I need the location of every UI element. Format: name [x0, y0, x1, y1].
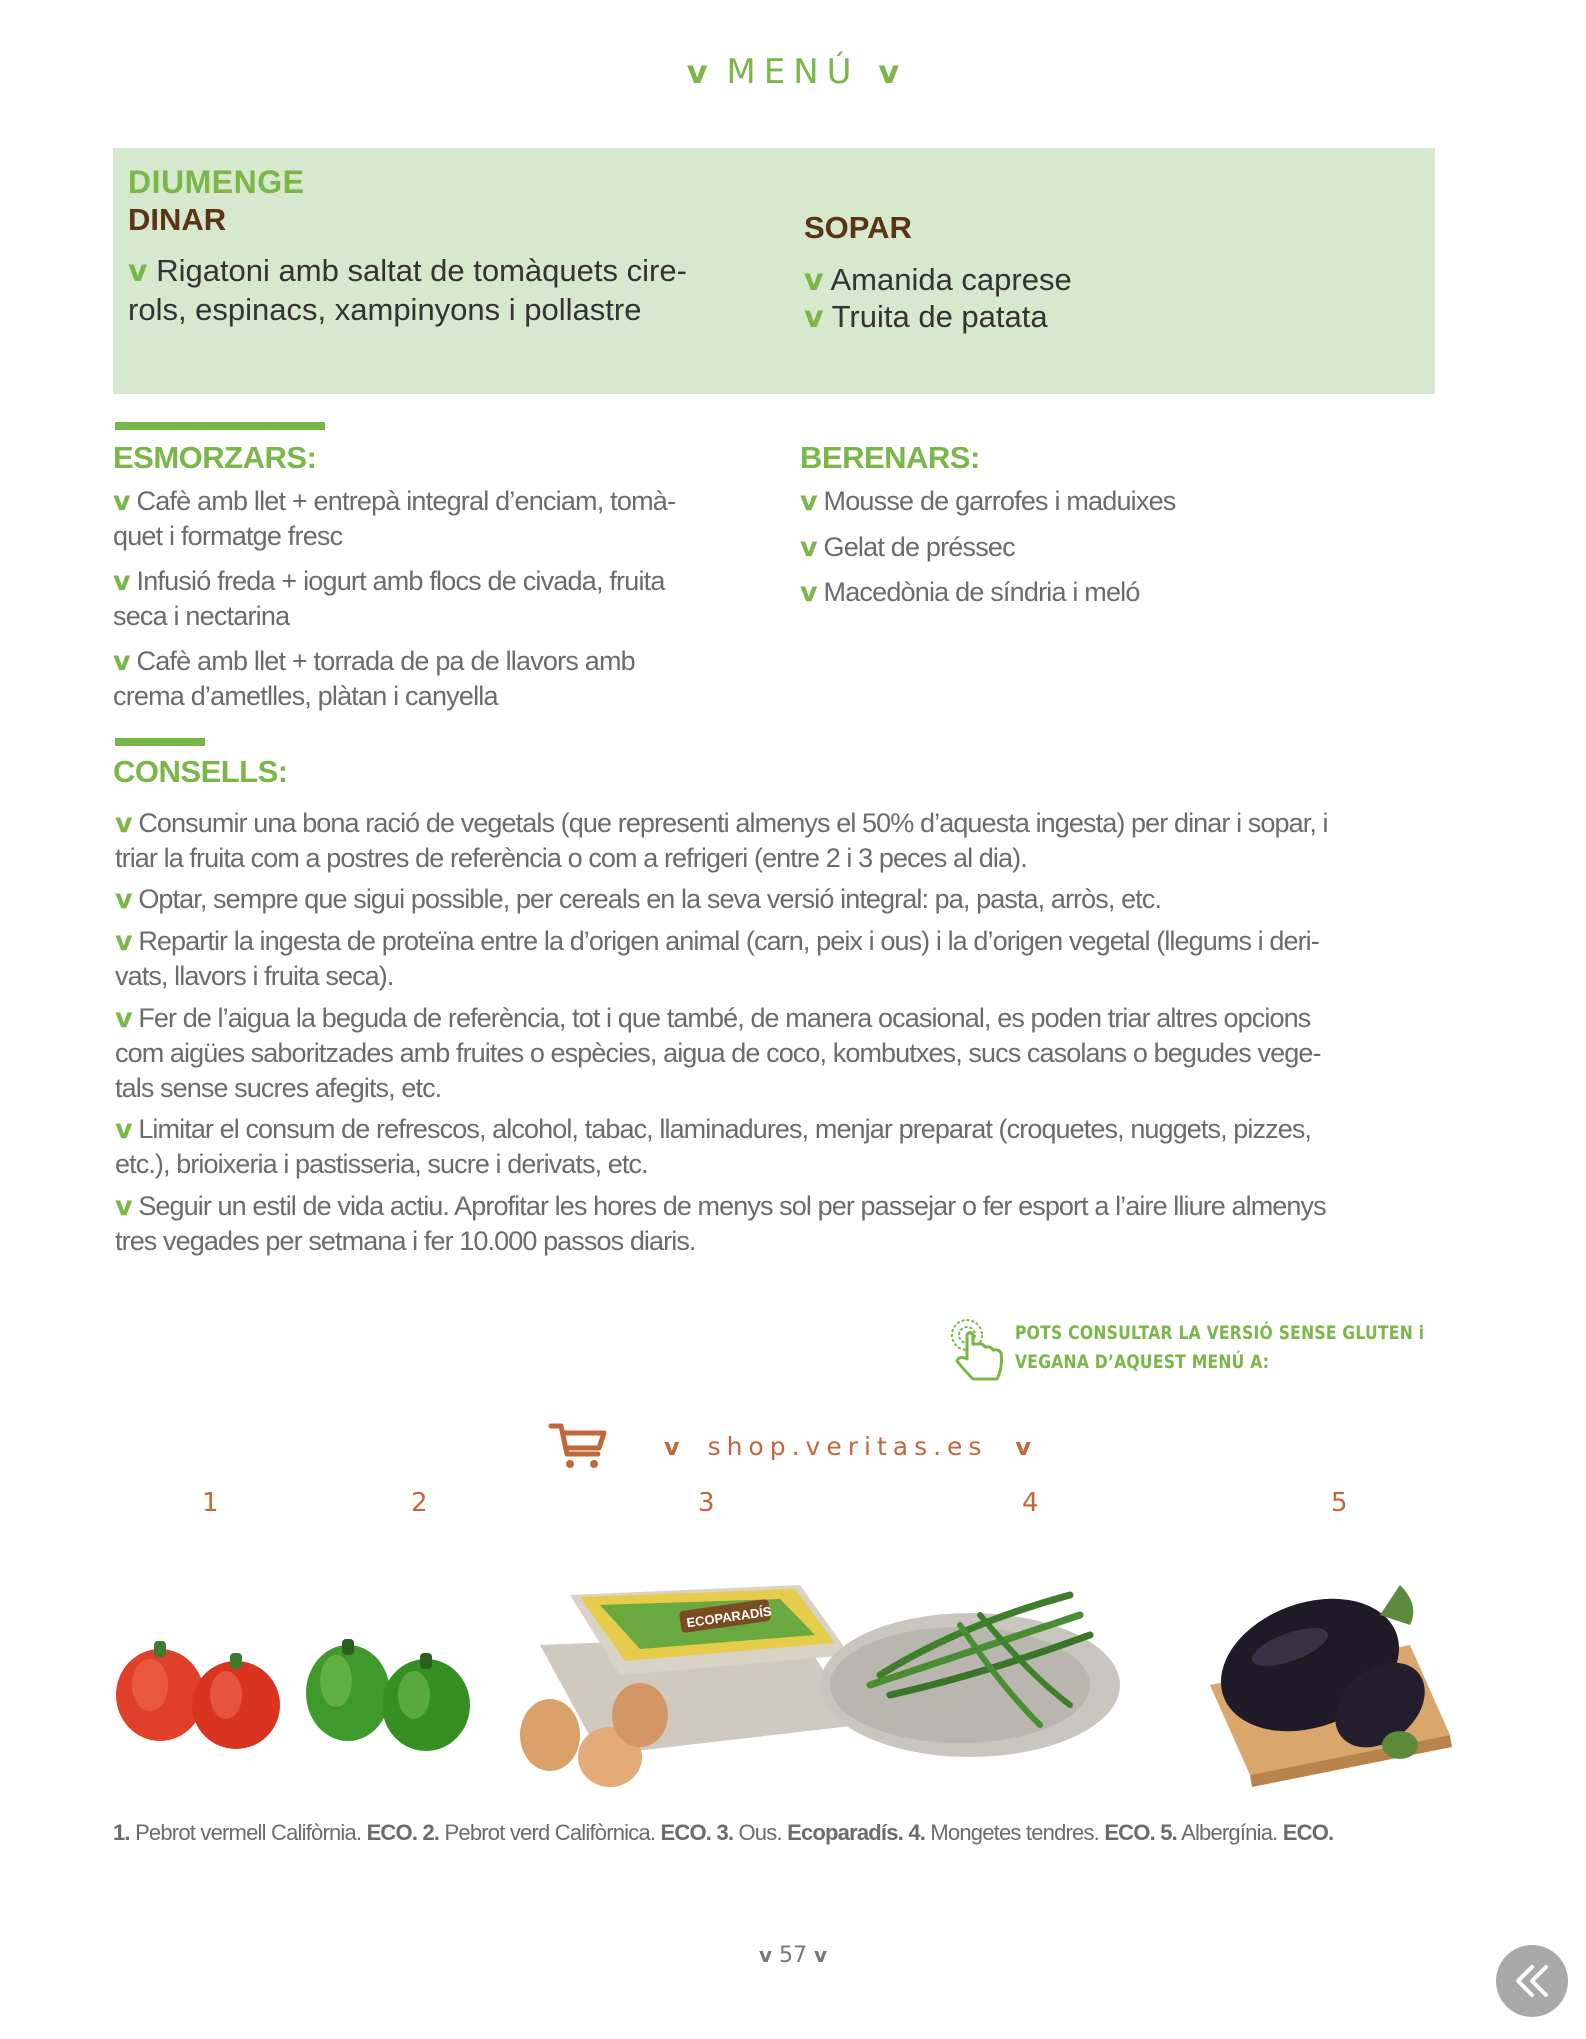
product-number: 1 [202, 1488, 219, 1518]
snack-item: v Macedònia de síndria i meló [800, 577, 1140, 608]
v-bullet-icon: v [115, 926, 132, 957]
section-divider [115, 738, 205, 746]
v-bullet-icon: v [115, 884, 132, 915]
product-number: 3 [698, 1488, 715, 1518]
day-title: DIUMENGE [128, 164, 305, 200]
page-title: MENÚ [726, 52, 860, 92]
v-mark-icon: v [758, 1943, 772, 1967]
green-pepper-image [306, 1639, 470, 1751]
gluten-note-text: POTS CONSULTAR LA VERSIÓ SENSE GLUTEN i VEGANA D’AQUEST MENÚ A: [1015, 1322, 1425, 1373]
green-beans-image [820, 1595, 1120, 1757]
v-bullet-icon: v [115, 808, 132, 839]
back-button[interactable] [1496, 1945, 1568, 2017]
section-divider [115, 422, 325, 430]
shopping-cart-icon[interactable] [548, 1420, 608, 1472]
v-bullet-icon: v [115, 1003, 132, 1034]
page-header [0, 52, 1586, 92]
v-bullet-icon: v [115, 1114, 132, 1145]
eggplant-image [1202, 1575, 1452, 1787]
snack-item: v Mousse de garrofes i maduixes [800, 486, 1176, 517]
breakfast-item: v Infusió freda + iogurt amb flocs de civada, fruita seca i nectarina [113, 566, 665, 631]
double-chevron-left-icon [1496, 1945, 1568, 2017]
v-bullet-icon: v [800, 532, 817, 563]
dinner-item: v Amanida caprese [804, 262, 1072, 298]
egg-carton-image [520, 1585, 860, 1787]
tap-hand-icon [945, 1315, 1009, 1387]
product-number: 5 [1331, 1488, 1348, 1518]
tip-item: v Consumir una bona ració de vegetals (que representi almenys el 50% d’aquesta ingesta) per dinar i sopar, i triar la fruita com a postres de referència o com a refrigeri (entre 2 i 3 peces al dia). [115, 808, 1328, 873]
breakfast-item: v Cafè amb llet + entrepà integral d’enciam, tomà- quet i formatge fresc [113, 486, 676, 551]
v-bullet-icon: v [804, 300, 824, 335]
v-mark-icon: v [814, 1943, 828, 1967]
v-bullet-icon: v [128, 254, 148, 289]
breakfasts-title: ESMORZARS: [113, 440, 317, 475]
lunch-title: DINAR [128, 202, 227, 237]
breakfast-item: v Cafè amb llet + torrada de pa de llavors amb crema d’ametlles, plàtan i canyella [113, 646, 635, 711]
v-mark-icon: v [1015, 1433, 1032, 1461]
tip-item: v Optar, sempre que sigui possible, per cereals en la seva versió integral: pa, pasta, arròs, etc. [115, 884, 1161, 915]
v-bullet-icon: v [804, 263, 824, 298]
day-menu-box [113, 148, 1435, 394]
v-bullet-icon: v [800, 486, 817, 517]
tip-item: v Seguir un estil de vida actiu. Aprofitar les hores de menys sol per passejar o fer esport a l’aire lliure almenys tres vegades per setmana i fer 10.000 passos diaris. [115, 1191, 1326, 1256]
snacks-title: BERENARS: [800, 440, 980, 475]
tip-item: v Fer de l’aigua la beguda de referència, tot i que també, de manera ocasional, es poden triar altres opcions com aigües saboritzades amb fruites o espècies, aigua de coco, kombutxes, sucs casolans o begudes vege- tals sense sucres afegits, etc. [115, 1003, 1321, 1103]
v-mark-icon: v [664, 1433, 680, 1461]
v-bullet-icon: v [113, 646, 130, 677]
shop-link-row [0, 1420, 1586, 1480]
lunch-item: v Rigatoni amb saltat de tomàquets cire- rols, espinacs, xampinyons i pollastre [128, 253, 687, 327]
product-number: 4 [1022, 1488, 1039, 1518]
product-number: 2 [411, 1488, 428, 1518]
products-photo [80, 1535, 1480, 1795]
shop-link[interactable]: v shop.veritas.es v [664, 1432, 1032, 1461]
red-pepper-image [116, 1641, 280, 1749]
snack-item: v Gelat de préssec [800, 532, 1015, 563]
dinner-item: v Truita de patata [804, 299, 1048, 335]
products-caption: 1. Pebrot vermell Califòrnia. ECO. 2. Pebrot verd Califòrnica. ECO. 3. Ous. Ecoparadís. 4. Mongetes tendres. ECO. 5. Albergínia. ECO. [113, 1820, 1334, 1845]
v-mark-icon: v [878, 53, 900, 91]
tips-title: CONSELLS: [113, 754, 288, 789]
v-bullet-icon: v [115, 1191, 132, 1222]
tip-item: v Limitar el consum de refrescos, alcohol, tabac, llaminadures, menjar preparat (croquetes, nuggets, pizzes, etc.), brioixeria i pastisseria, sucre i derivats, etc. [115, 1114, 1312, 1179]
v-bullet-icon: v [800, 577, 817, 608]
v-bullet-icon: v [113, 486, 130, 517]
page-number: v 57 v [758, 1943, 828, 1968]
v-bullet-icon: v [113, 566, 130, 597]
dinner-title: SOPAR [804, 210, 912, 245]
tip-item: v Repartir la ingesta de proteïna entre la d’origen animal (carn, peix i ous) i la d’origen vegetal (llegums i deri- vats, llavors i fruita seca). [115, 926, 1319, 991]
v-mark-icon: v [686, 53, 708, 91]
egg-box-label: ECOPARADÍS [685, 1603, 773, 1631]
